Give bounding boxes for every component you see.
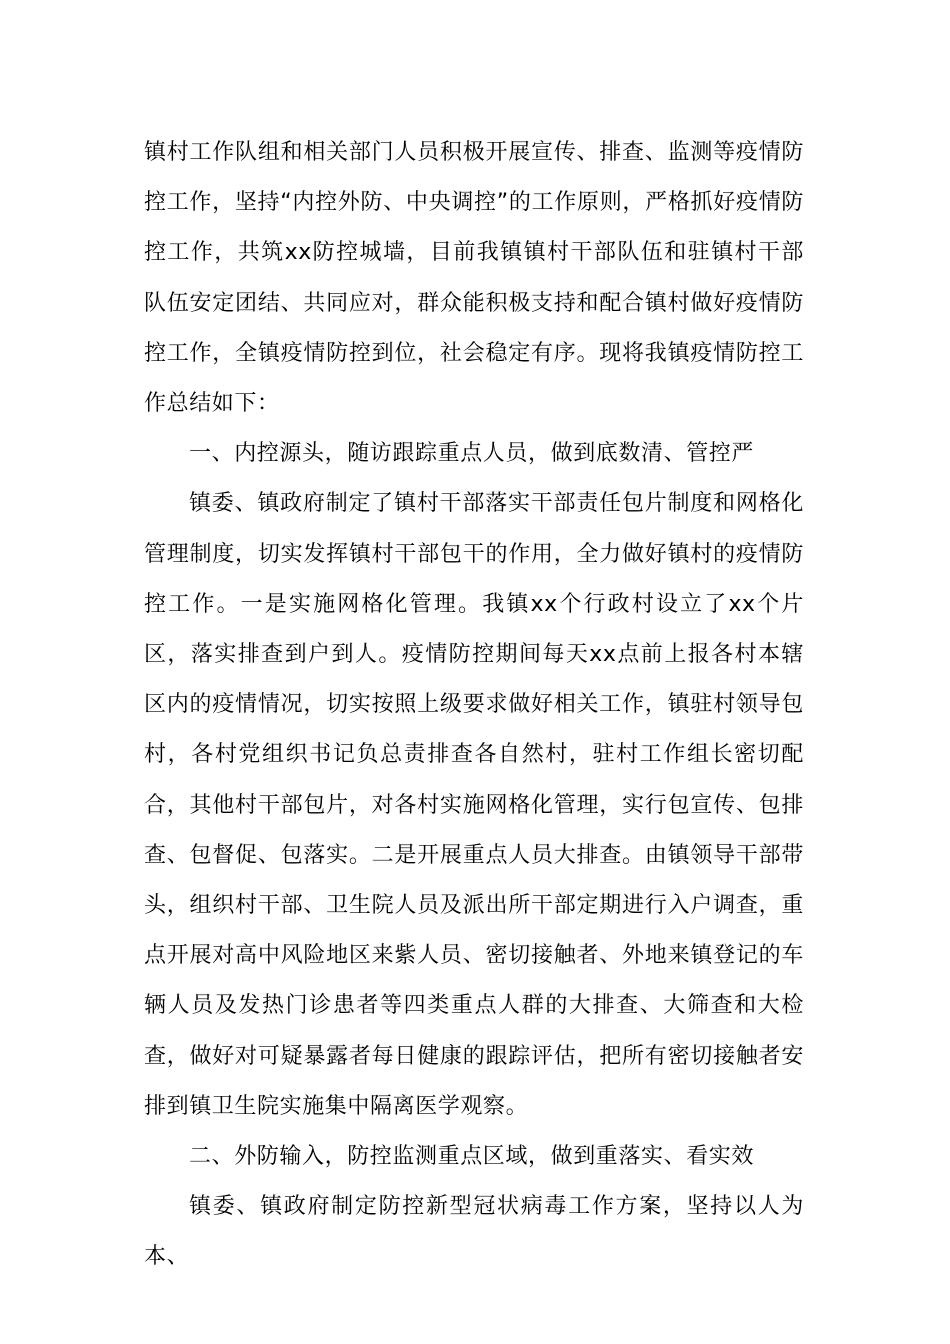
paragraph-intro: 镇村工作队组和相关部门人员积极开展宣传、排查、监测等疫情防控工作，坚持“内控外防、中央调控”的工作原则，严格抓好疫情防控工作，共筑xx防控城墙，目前我镇镇村干部队伍和驻镇村干部队伍安定团结、共同应对，群众能积极支持和配合镇村做好疫情防控工作，全镇疫情防控到位，社会稳定有序。现将我镇疫情防控工作总结如下： [144, 140, 804, 417]
paragraph-section-2: 镇委、镇政府制定防控新型冠状病毒工作方案，坚持以人为本、 [144, 1194, 804, 1270]
paragraph-section-1: 镇委、镇政府制定了镇村干部落实干部责任包片制度和网格化管理制度，切实发挥镇村干部包干的作用，全力做好镇村的疫情防控工作。一是实施网格化管理。我镇xx个行政村设立了xx个片区，落实排查到户到人。疫情防控期间每天xx点前上报各村本辖区内的疫情情况，切实按照上级要求做好相关工作，镇驻村领导包村，各村党组织书记负总责排查各自然村，驻村工作组长密切配合，其他村干部包片，对各村实施网格化管理，实行包宣传、包排查、包督促、包落实。二是开展重点人员大排查。由镇领导干部带头，组织村干部、卫生院人员及派出所干部定期进行入户调查，重点开展对高中风险地区来紫人员、密切接触者、外地来镇登记的车辆人员及发热门诊患者等四类重点人群的大排查、大筛查和大检查，做好对可疑暴露者每日健康的跟踪评估，把所有密切接触者安排到镇卫生院实施集中隔离医学观察。 [144, 491, 804, 1119]
section-heading-1: 一、内控源头，随访跟踪重点人员，做到底数清、管控严 [189, 441, 755, 467]
document-body [144, 128, 804, 1283]
section-heading-2: 二、外防输入，防控监测重点区域，做到重落实、看实效 [189, 1144, 755, 1170]
